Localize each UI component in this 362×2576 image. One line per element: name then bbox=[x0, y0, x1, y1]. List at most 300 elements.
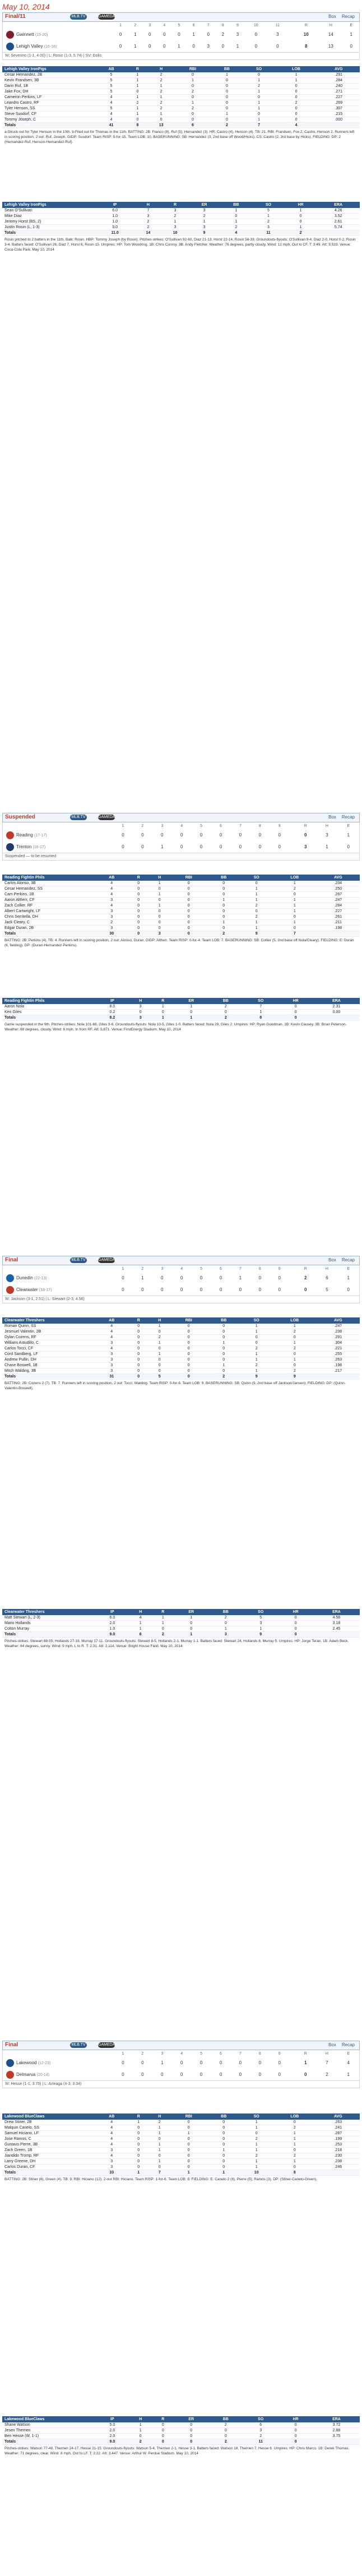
gameday-button[interactable]: GAMEDAY bbox=[98, 2043, 118, 2047]
team-name[interactable]: Dunedin bbox=[16, 1275, 33, 1280]
player-name[interactable]: Shane Watson bbox=[2, 2422, 95, 2428]
team-name[interactable]: Delmarva bbox=[16, 2071, 36, 2077]
stat-cell: 1 bbox=[149, 2125, 170, 2131]
stat-cell: .211 bbox=[317, 920, 360, 926]
stat-cell: 3 bbox=[95, 909, 128, 914]
player-name[interactable]: Samuel Hiciano, LF bbox=[2, 2131, 95, 2136]
player-name[interactable]: Jeremy Horst (BS, 2) bbox=[2, 219, 95, 225]
stat-cell: .269 bbox=[318, 100, 360, 106]
stat-cell: 8 bbox=[243, 1015, 278, 1021]
player-name[interactable]: Edgar Duran, 2B bbox=[2, 926, 95, 931]
player-name[interactable]: Chase Boswell, 1B bbox=[2, 1363, 95, 1368]
stat-cell: 0 bbox=[128, 881, 149, 886]
stat-cell: 1 bbox=[243, 89, 275, 95]
stat-cell: 0 bbox=[149, 886, 170, 892]
pitching-notes: Game suspended in the 9th. Pitches-strikes: Nola 101-66, Giles 9-6. Groundouts-flyouts: Nola 10-5, Giles 1-0. Batters faced: Nola 29, Giles 2. Umpires: HP: Ryan Goodman. 1B: Kevin Causey. 3B: Brian Peterson. Weather: 68 degrees, cloudy. Wind: 6 mph, In from RF. Att: 5,871. Venue: FirstEnergy Stadium. May 10, 2014 bbox=[4, 1023, 347, 1032]
game-pitchers: W: Hesse (1-1, 3.75) | L: Arteaga (4-3, 3.34) bbox=[2, 2081, 360, 2088]
stat-cell: 0 bbox=[128, 1346, 149, 1352]
player-name[interactable]: Leandro Castro, RF bbox=[2, 100, 95, 106]
player-name[interactable]: Colton Murray bbox=[2, 1626, 95, 1632]
linescore-row-away: Gwinnett (15-20) 0 1 0 0 0 1 0 2 3 0 3 10 14 1 bbox=[3, 29, 360, 40]
box-link[interactable]: Box bbox=[328, 2042, 336, 2047]
player-name[interactable]: Jake Fox, DH bbox=[2, 89, 95, 95]
stat-cell bbox=[318, 123, 360, 128]
stat-cell: 0 bbox=[207, 881, 240, 886]
stat-cell: 0 bbox=[207, 1346, 240, 1352]
stat-cell: 0 bbox=[128, 909, 149, 914]
player-name[interactable]: Dylan Cozens, RF bbox=[2, 1335, 95, 1340]
stat-cell: .247 bbox=[317, 898, 360, 903]
team-name[interactable]: Gwinnett bbox=[16, 31, 34, 37]
stat-cell: 0 bbox=[128, 2159, 149, 2165]
mlbtv-button[interactable]: MLB.TV bbox=[70, 815, 87, 820]
linescore-row-away: Reading (17-17) 0 0 0 0 0 0 0 0 0 0 3 1 bbox=[3, 829, 360, 841]
stat-cell: 0 bbox=[207, 2153, 240, 2159]
player-name[interactable]: Jiandido Tromp, RF bbox=[2, 2153, 95, 2159]
stat-cell: 0.00 bbox=[313, 1010, 360, 1015]
stat-cell: 5 bbox=[95, 106, 127, 112]
stat-cell: 3 bbox=[95, 2159, 128, 2165]
game-pitchers: W: Severino (1-1, 4.00) | L: Rosin (1-3, 5.74) | SV: Dolis bbox=[2, 53, 360, 60]
stat-cell: 4 bbox=[95, 2125, 128, 2131]
stat-cell: 1 bbox=[161, 219, 188, 225]
stat-cell: 0 bbox=[207, 1329, 240, 1335]
player-name[interactable]: Willians Astudillo, C bbox=[2, 1340, 95, 1346]
stat-cell: 0 bbox=[207, 2120, 240, 2125]
gameday-button[interactable]: GAMEDAY bbox=[98, 815, 118, 819]
stat-cell: 1 bbox=[149, 892, 170, 898]
stat-cell: 0 bbox=[128, 892, 149, 898]
player-name[interactable]: Larry Greene, DH bbox=[2, 2159, 95, 2165]
stat-cell: 0 bbox=[240, 881, 272, 886]
stat-cell: .241 bbox=[317, 2125, 360, 2131]
stat-cell: 3 bbox=[129, 1015, 152, 1021]
stat-cell: 2 bbox=[134, 225, 161, 230]
stat-cell: .307 bbox=[318, 106, 360, 112]
stat-cell: 0 bbox=[211, 100, 243, 106]
table-row bbox=[2, 2434, 360, 2439]
stat-cell: 2 bbox=[208, 1015, 243, 1021]
stat-cell: 1 bbox=[207, 2148, 240, 2153]
totals-row bbox=[2, 123, 360, 128]
player-name[interactable]: Cord Sandberg, LF bbox=[2, 1352, 95, 1357]
stat-cell: 1.0 bbox=[95, 1626, 129, 1632]
player-name[interactable]: Drew Stiner, 2B bbox=[2, 2120, 95, 2125]
stat-cell: 0 bbox=[278, 2428, 313, 2434]
table-row bbox=[2, 225, 360, 230]
player-name[interactable]: Malquin Canelo, SS bbox=[2, 2125, 95, 2131]
stat-cell: 1 bbox=[174, 1004, 208, 1010]
stat-cell: 0 bbox=[129, 1010, 152, 1015]
stat-cell: 0 bbox=[128, 2136, 149, 2142]
stat-cell: 1 bbox=[149, 1340, 170, 1346]
stat-cell: 2 bbox=[129, 2439, 152, 2445]
team-logo bbox=[6, 831, 14, 839]
player-name[interactable]: Zach Collier, RF bbox=[2, 903, 95, 909]
player-name[interactable]: Darin Ruf, 1B bbox=[2, 84, 95, 89]
stat-cell: 2.0 bbox=[95, 2428, 129, 2434]
table-row bbox=[2, 1615, 360, 1621]
game-status: Final bbox=[5, 1257, 18, 1263]
stat-cell: 3 bbox=[95, 1363, 128, 1368]
totals-row bbox=[2, 1015, 360, 1021]
stat-cell: 0 bbox=[149, 909, 170, 914]
table-row bbox=[2, 1352, 360, 1357]
stat-cell: 0 bbox=[127, 89, 148, 95]
stat-cell: 0 bbox=[149, 1363, 170, 1368]
stat-cell: 0 bbox=[208, 2434, 243, 2439]
player-name[interactable]: Aaron Altherr, CF bbox=[2, 898, 95, 903]
mlbtv-button[interactable]: MLB.TV bbox=[70, 2042, 87, 2048]
player-name[interactable]: Jesmuel Valentin, 2B bbox=[2, 1329, 95, 1335]
stat-cell: 13 bbox=[148, 123, 175, 128]
stat-cell: 0 bbox=[128, 898, 149, 903]
stat-cell: 9 bbox=[189, 230, 220, 236]
stat-cell: 0 bbox=[170, 2136, 208, 2142]
player-name[interactable]: Totals bbox=[2, 1015, 95, 1021]
stat-cell: 1 bbox=[285, 225, 317, 230]
stat-cell: 6.0 bbox=[95, 1615, 129, 1621]
stat-cell: 2 bbox=[149, 1335, 170, 1340]
stat-cell: 1.0 bbox=[95, 214, 134, 219]
boxscore-pitching: Clearwater Threshers IP H R ER BB SO HR ERA Matt Stewart (L, 2-3) 6.0 4 1 1 2 5 0 4.56 Mario Hollands 2.0 1 1 0 0 3 0 3.18 Colton Murray 1.0 1 0 0 1 1 0 2.45 Totals 9.0 6 2 1 3 9 0 Pitches-strikes: Stewart 88-55, Hollands 27-19, Murray 17-11. Groundouts-flyouts: Stewart 8-5, Hollands 2-1, Murray 1-1. Batters faced: Stewart 24, Hollands 8, Murray 5. Umpires: HP: Jorge Teran. 1B: Adam Beck. Weather: 84 degrees, sunny. Wind: 9 mph, L to R. T: 2:31. Att: 2,114. Venue: Bright House Field. May 10, 2014 bbox=[2, 1609, 360, 1650]
stat-cell: 1 bbox=[129, 1621, 152, 1626]
stat-cell: 0 bbox=[170, 2125, 208, 2131]
stat-cell: 0 bbox=[149, 920, 170, 926]
player-name[interactable]: Steve Susdorf, CF bbox=[2, 112, 95, 117]
stat-cell: 2 bbox=[273, 886, 317, 892]
stat-cell: 1 bbox=[240, 1368, 272, 1374]
stat-cell: 0 bbox=[278, 2439, 313, 2445]
player-name[interactable]: Totals bbox=[2, 2439, 95, 2445]
table-row bbox=[2, 2428, 360, 2434]
stat-cell: .291 bbox=[318, 72, 360, 78]
stat-cell: 1 bbox=[149, 2159, 170, 2165]
mlbtv-button[interactable]: MLB.TV bbox=[70, 1257, 87, 1263]
player-name[interactable]: Totals bbox=[2, 1632, 95, 1638]
stat-cell: 1 bbox=[152, 1621, 174, 1626]
player-name[interactable]: Chris Serritella, DH bbox=[2, 914, 95, 920]
stat-cell: 2 bbox=[127, 100, 148, 106]
stat-cell: 0 bbox=[207, 914, 240, 920]
stat-cell: 2 bbox=[208, 2422, 243, 2428]
player-name[interactable]: Totals bbox=[2, 931, 95, 937]
recap-link[interactable]: Recap bbox=[341, 1257, 355, 1262]
stat-cell: 2 bbox=[273, 2153, 317, 2159]
stat-cell: 0 bbox=[170, 903, 208, 909]
table-row bbox=[2, 208, 360, 214]
table-row bbox=[2, 2136, 360, 2142]
stat-cell: 2 bbox=[149, 2120, 170, 2125]
stat-cell: 1 bbox=[240, 892, 272, 898]
player-name[interactable]: Carlos Tocci, CF bbox=[2, 1346, 95, 1352]
stat-cell: 9.0 bbox=[95, 2439, 129, 2445]
stat-cell: 0 bbox=[275, 95, 318, 100]
stat-cell: 0 bbox=[275, 117, 318, 123]
stat-cell: 0.2 bbox=[95, 1010, 129, 1015]
stat-cell: 0 bbox=[207, 2131, 240, 2136]
table-row bbox=[2, 881, 360, 886]
stat-cell: 0 bbox=[174, 117, 211, 123]
gameday-button[interactable]: GAMEDAY bbox=[98, 15, 118, 19]
stat-cell: 5 bbox=[252, 208, 285, 214]
stat-cell: 11 bbox=[243, 2439, 278, 2445]
player-name[interactable]: Albert Cartwright, LF bbox=[2, 909, 95, 914]
player-name[interactable]: Cesar Hernandez, SS bbox=[2, 886, 95, 892]
stat-cell: .287 bbox=[317, 2131, 360, 2136]
team-logo bbox=[6, 1286, 14, 1294]
player-name[interactable]: Roman Quinn, SS bbox=[2, 1324, 95, 1329]
stat-cell: 4 bbox=[220, 230, 253, 236]
stat-cell bbox=[317, 1374, 360, 1380]
player-name[interactable]: Sean O'Sullivan bbox=[2, 208, 95, 214]
stat-cell: 0 bbox=[170, 2142, 208, 2148]
stat-cell: 4 bbox=[95, 100, 127, 106]
stat-cell: 0 bbox=[211, 95, 243, 100]
stat-cell: 0 bbox=[207, 1368, 240, 1374]
player-name[interactable]: Totals bbox=[2, 230, 95, 236]
stat-cell: 0 bbox=[149, 2153, 170, 2159]
stat-cell: 0 bbox=[211, 117, 243, 123]
stat-cell: 0 bbox=[207, 2142, 240, 2148]
player-name[interactable]: Carlos Duran, CF bbox=[2, 2165, 95, 2170]
stat-cell: 0 bbox=[170, 1352, 208, 1357]
table-row bbox=[2, 2120, 360, 2125]
stat-cell: 0 bbox=[149, 1346, 170, 1352]
stat-cell: 0 bbox=[273, 2165, 317, 2170]
stat-cell: 1 bbox=[243, 117, 275, 123]
stat-cell: 1 bbox=[211, 112, 243, 117]
stat-cell: 0 bbox=[273, 2148, 317, 2153]
stat-cell: 0 bbox=[243, 112, 275, 117]
stat-cell: 2.0 bbox=[95, 2434, 129, 2439]
player-name[interactable]: Jack Cleary, C bbox=[2, 920, 95, 926]
stat-cell: .271 bbox=[318, 89, 360, 95]
stat-cell: 0 bbox=[128, 1374, 149, 1380]
table-row bbox=[2, 1621, 360, 1626]
table-row bbox=[2, 1626, 360, 1632]
player-name[interactable]: Jesen Therrien bbox=[2, 2428, 95, 2434]
linescore-row-home: Trenton (18-17) 0 0 1 0 0 0 0 0 0 3 1 0 bbox=[3, 841, 360, 853]
stat-cell: 3 bbox=[189, 225, 220, 230]
mlbtv-button[interactable]: MLB.TV bbox=[70, 14, 87, 20]
stat-cell: 4 bbox=[95, 117, 127, 123]
stat-cell: 4.56 bbox=[313, 1615, 360, 1621]
stat-cell: .218 bbox=[317, 2148, 360, 2153]
stat-cell: 3 bbox=[95, 1357, 128, 1363]
stat-cell: 2 bbox=[240, 1346, 272, 1352]
stat-cell: 2.0 bbox=[95, 1621, 129, 1626]
recap-link[interactable]: Recap bbox=[341, 14, 355, 19]
stat-cell: 1 bbox=[149, 2142, 170, 2148]
stat-cell: 2 bbox=[208, 1615, 243, 1621]
stat-cell: 0 bbox=[278, 2422, 313, 2428]
table-row bbox=[2, 95, 360, 100]
player-name[interactable]: Carlos Alonso, 3B bbox=[2, 881, 95, 886]
boxscore-batting: Clearwater Threshers AB R H RBI BB SO LOB AVG Roman Quinn, SS 4 0 1 0 0 1 1 .247 Jesmuel Valentin, 2B 4 0 0 0 0 1 2 .238 Dylan Cozens, RF 4 0 2 0 0 0 0 .291 Willians Astudillo, C 3 0 1 0 1 0 1 .304 Carlos Tocci, CF 4 0 0 0 0 2 2 .221 Cord Sandberg, LF 3 0 1 0 0 1 0 .255 Andrew Pullin, DH 3 0 0 0 0 1 1 .263 Chase Boswell, 1B 3 0 0 0 1 2 0 .198 Mitch Walding, 3B 3 0 0 0 0 1 2 .217 Totals 31 0 5 0 2 9 9 BATTING: 2B: Cozens 2 (7). TB: 7. Runners left in scoring position, 2 out: Tocci, Walding. Team RISP: 0-for-6. Team LOB: 9. BASERUNNING: SB: Quinn (9, 2nd base off Jackson/Jansen). FIELDING: DP: (Quinn-Valentin-Boswell). bbox=[2, 1317, 360, 1392]
stat-cell: 1 bbox=[273, 920, 317, 926]
stat-cell: 0 bbox=[129, 2434, 152, 2439]
game-status: Suspended bbox=[5, 814, 35, 820]
stat-cell: 0 bbox=[174, 1010, 208, 1015]
table-row bbox=[2, 72, 360, 78]
stat-cell: 0 bbox=[211, 84, 243, 89]
table-row bbox=[2, 920, 360, 926]
stat-cell: 1 bbox=[152, 1015, 174, 1021]
table-row bbox=[2, 2131, 360, 2136]
player-name[interactable]: Mitch Walding, 3B bbox=[2, 1368, 95, 1374]
stat-cell: 8.0 bbox=[95, 1004, 129, 1010]
stat-cell: 2 bbox=[148, 72, 175, 78]
stat-cell: 10 bbox=[161, 230, 188, 236]
stat-cell: 1 bbox=[152, 1004, 174, 1010]
stat-cell: 2 bbox=[148, 106, 175, 112]
stat-cell: 9 bbox=[273, 1374, 317, 1380]
stat-cell: 0 bbox=[128, 914, 149, 920]
stat-cell: 6 bbox=[129, 1632, 152, 1638]
stat-cell: 1 bbox=[240, 926, 272, 931]
stat-cell: 1 bbox=[240, 1324, 272, 1329]
player-name[interactable]: Mario Hollands bbox=[2, 1621, 95, 1626]
stat-cell: 2 bbox=[240, 2153, 272, 2159]
table-row bbox=[2, 100, 360, 106]
stat-cell: 3 bbox=[129, 1004, 152, 1010]
game-pitchers: W: Jackson (3-1, 2.51) | L: Stewart (2-3, 4.56) bbox=[2, 1296, 360, 1303]
stat-cell: 0 bbox=[149, 914, 170, 920]
stat-cell: 0 bbox=[149, 2165, 170, 2170]
stat-cell: 4 bbox=[95, 1335, 128, 1340]
stat-cell: 2.61 bbox=[317, 219, 360, 225]
stat-cell: 1 bbox=[240, 1352, 272, 1357]
team-name[interactable]: Clearwater bbox=[16, 1287, 38, 1292]
stat-cell: 0 bbox=[273, 926, 317, 931]
player-name[interactable]: Jose Ramos, C bbox=[2, 2136, 95, 2142]
boxscore-pitching: Lehigh Valley IronPigs IP H R ER BB SO HR ERA Sean O'Sullivan 6.0 7 3 3 1 5 1 4.26 Mike Diaz 1.0 3 2 2 0 1 0 3.52 Jeremy Horst (BS, 2) 1.0 2 1 1 1 2 0 2.61 Justin Rosin (L, 1-3) 3.0 2 3 3 2 3 1 5.74 Totals 11.0 14 10 9 4 11 2 Rosin pitched to 2 batters in the 11th. Balk: Rosin. HBP: Tommy Joseph (by Rosin). Pitches-strikes: O'Sullivan 92-60, Diaz 21-13, Horst 22-14, Rosin 56-33. Groundouts-flyouts: O'Sullivan 9-4, Diaz 2-0, Horst 0-2, Rosin 3-4. Batters faced: O'Sullivan 26, Diaz 7, Horst 6, Rosin 15. Umpires: HP: Tom Woodring. 1B: Chris Conroy. 3B: Andy Fletcher. Weather: 76 degrees, partly cloudy. Wind: 12 mph, Out to CF. T: 3:49. Att: 9,533. Venue: Coca-Cola Park. May 10, 2014 bbox=[2, 202, 360, 253]
stat-cell: 7 bbox=[149, 2170, 170, 2176]
player-name[interactable]: Totals bbox=[2, 123, 95, 128]
stat-cell: 1 bbox=[240, 2148, 272, 2153]
stat-cell: 0 bbox=[285, 219, 317, 225]
stat-cell: 0 bbox=[174, 72, 211, 78]
totals-row bbox=[2, 230, 360, 236]
box-link[interactable]: Box bbox=[328, 815, 336, 820]
player-name[interactable]: Ben Hesse (W, 1-1) bbox=[2, 2434, 95, 2439]
stat-cell: 1 bbox=[240, 898, 272, 903]
table-row bbox=[2, 903, 360, 909]
stat-cell: 4 bbox=[95, 112, 127, 117]
player-name[interactable]: Cam Perkins, 1B bbox=[2, 892, 95, 898]
stat-cell: 1 bbox=[149, 1324, 170, 1329]
stat-cell: 0 bbox=[208, 1621, 243, 1626]
player-name[interactable]: Zach Green, 1B bbox=[2, 2148, 95, 2153]
table-row bbox=[2, 219, 360, 225]
stat-cell: 1 bbox=[273, 909, 317, 914]
stat-cell: 14 bbox=[134, 230, 161, 236]
stat-cell: .240 bbox=[318, 84, 360, 89]
stat-cell bbox=[317, 931, 360, 937]
stat-cell: 3 bbox=[189, 208, 220, 214]
player-name[interactable]: Matt Stewart (L, 2-3) bbox=[2, 1615, 95, 1621]
player-name[interactable]: Cesar Hernandez, 2B bbox=[2, 72, 95, 78]
stat-cell: 1 bbox=[127, 72, 148, 78]
stat-cell: 1 bbox=[273, 1324, 317, 1329]
totals-row bbox=[2, 1374, 360, 1380]
table-row bbox=[2, 106, 360, 112]
stat-cell: 0 bbox=[208, 1010, 243, 1015]
table-row bbox=[2, 84, 360, 89]
player-name[interactable]: Andrew Pullin, DH bbox=[2, 1357, 95, 1363]
stat-cell: 1 bbox=[275, 72, 318, 78]
stat-cell: 1 bbox=[149, 2148, 170, 2153]
player-name[interactable]: Justin Rosin (L, 1-3) bbox=[2, 225, 95, 230]
stat-cell: 1 bbox=[243, 106, 275, 112]
recap-link[interactable]: Recap bbox=[341, 2042, 355, 2047]
player-name[interactable]: Tommy Joseph, C bbox=[2, 117, 95, 123]
box-link[interactable]: Box bbox=[328, 14, 336, 19]
team-logo bbox=[6, 843, 14, 851]
stat-cell: .284 bbox=[317, 903, 360, 909]
stat-cell: 3 bbox=[243, 2428, 278, 2434]
stat-cell: 1 bbox=[128, 2170, 149, 2176]
stat-cell: 0 bbox=[207, 1335, 240, 1340]
game-summary-2 bbox=[2, 813, 360, 861]
stat-cell: 0 bbox=[174, 1621, 208, 1626]
player-name[interactable]: Ken Giles bbox=[2, 1010, 95, 1015]
stat-cell: 9 bbox=[243, 1632, 278, 1638]
team-name[interactable]: Lehigh Valley bbox=[16, 43, 43, 49]
stat-cell: 41 bbox=[95, 123, 127, 128]
box-link[interactable]: Box bbox=[328, 1257, 336, 1262]
table-row bbox=[2, 1368, 360, 1374]
table-row bbox=[2, 926, 360, 931]
player-name[interactable]: Totals bbox=[2, 2170, 95, 2176]
stat-cell: 0 bbox=[170, 1329, 208, 1335]
stat-cell: 1 bbox=[240, 1329, 272, 1335]
stat-cell: 3.0 bbox=[95, 225, 134, 230]
recap-link[interactable]: Recap bbox=[341, 815, 355, 820]
stat-cell: 1 bbox=[220, 219, 253, 225]
batting-notes: a-Struck out for Tyler Henson in the 10th. b-Flied out for Thomas in the 11th. BATTING: 2B: Franco (8), Ruf (5), Hernandez (3). HR: Castro (4), Henson (4). TB: 21. RBI: Frandsen, Fox 2, Castro, Henson 2. Runners left in scoring position, 2 out: Ruf, Joseph. GIDP: Susdorf. Team RISP: 5-for-15. Team LOB: 10. BASERUNNING: SB: Hernandez (3, 2nd base off Wood/Hicks). CS: Castro (2, 3rd base by Hicks). FIELDING: DP: 2 (Hernandez-Ruf, Henson-Hernandez-Ruf). bbox=[4, 130, 355, 144]
stat-cell: 0 bbox=[128, 1324, 149, 1329]
stat-cell: 0 bbox=[149, 898, 170, 903]
player-name[interactable]: Mike Diaz bbox=[2, 214, 95, 219]
stat-cell: 4 bbox=[95, 903, 128, 909]
stat-cell: 3 bbox=[161, 208, 188, 214]
gameday-button[interactable]: GAMEDAY bbox=[98, 1258, 118, 1262]
player-name[interactable]: Tyler Henson, SS bbox=[2, 106, 95, 112]
player-name[interactable]: Totals bbox=[2, 1374, 95, 1380]
stat-cell: 5 bbox=[95, 72, 127, 78]
table-row bbox=[2, 1010, 360, 1015]
player-name[interactable]: Cameron Perkins, LF bbox=[2, 95, 95, 100]
player-name[interactable]: Kevin Frandsen, 3B bbox=[2, 78, 95, 84]
stat-cell: 1 bbox=[127, 84, 148, 89]
player-name[interactable]: Aaron Nola bbox=[2, 1004, 95, 1010]
team-name[interactable]: Reading bbox=[16, 832, 33, 838]
stat-cell: 1 bbox=[275, 78, 318, 84]
stat-cell: .234 bbox=[317, 881, 360, 886]
stat-cell: 2 bbox=[207, 931, 240, 937]
stat-cell: 1 bbox=[148, 84, 175, 89]
team-name[interactable]: Trenton bbox=[16, 844, 32, 849]
stat-cell: 0 bbox=[170, 2159, 208, 2165]
stat-cell: 4.26 bbox=[317, 208, 360, 214]
stat-cell: 1 bbox=[273, 898, 317, 903]
stat-cell: 0 bbox=[278, 1010, 313, 1015]
team-name[interactable]: Lakewood bbox=[16, 2060, 37, 2065]
player-name[interactable]: Gustavo Pierre, 3B bbox=[2, 2142, 95, 2148]
stat-cell: 0 bbox=[211, 106, 243, 112]
